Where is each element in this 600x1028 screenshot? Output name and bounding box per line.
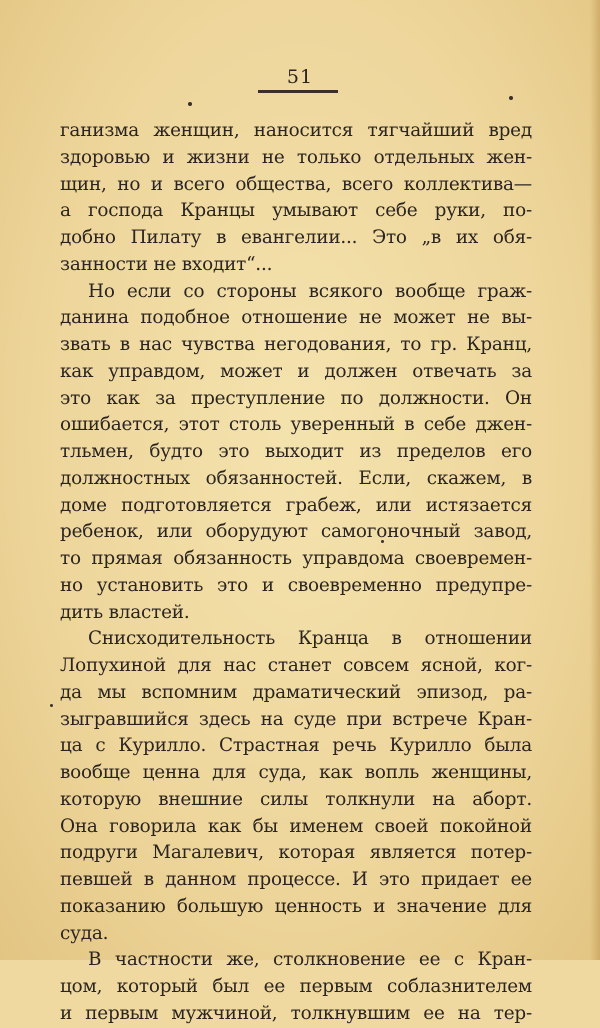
- page-edge-shadow: [590, 0, 600, 960]
- text-line: тльмен, будто это выходит из пределов его: [60, 441, 532, 462]
- text-line: это как за преступление по должности. Он: [60, 387, 532, 409]
- text-line: должностных обязанностей. Если, скажем, в: [60, 467, 532, 489]
- text-line: дить властей.: [60, 601, 190, 623]
- page-number-rule: [258, 90, 338, 93]
- text-line: но установить это и своевременно предупре-: [60, 574, 532, 596]
- page-number: 51: [286, 66, 314, 88]
- text-line: Снисходительность Кранца в отношении: [88, 628, 532, 650]
- text-line: В частности же, столкновение ее с Кран-: [88, 949, 532, 971]
- text-line: звать в нас чувства негодования, то гр. Кранц,: [60, 334, 532, 355]
- text-line: ошибается, этот столь уверенный в себе джен-: [60, 414, 532, 436]
- ink-speck: [50, 704, 53, 707]
- text-line: показанию большую ценность и значение для: [60, 895, 532, 917]
- text-line: да мы вспомним драматический эпизод, ра-: [60, 681, 532, 703]
- ink-speck: [188, 102, 192, 106]
- text-line: подруги Магалевич, которая является потер-: [60, 842, 532, 864]
- body-text: [60, 118, 532, 1028]
- text-line: певшей в данном процессе. И это придает ее: [60, 869, 532, 890]
- ink-speck: [509, 96, 513, 100]
- text-line: ца с Курилло. Страстная речь Курилло была: [60, 735, 532, 757]
- text-line: зыгравшийся здесь на суде при встрече Кран-: [60, 708, 532, 730]
- text-line: цом, который был ее первым соблазнителем: [60, 976, 532, 997]
- text-line: Но если со стороны всякого вообще граж-: [88, 280, 532, 302]
- text-line: как управдом, может и должен отвечать за: [60, 360, 532, 382]
- text-line: ганизма женщин, наносится тягчайший вред: [60, 120, 532, 141]
- text-line: здоровью и жизни не только отдельных жен-: [60, 146, 532, 168]
- text-line: Она говорила как бы именем своей покойной: [60, 815, 532, 837]
- text-line: Лопухиной для нас станет совсем ясной, ког-: [60, 655, 532, 676]
- text-line: добно Пилату в евангелии... Это „в их обя-: [60, 227, 532, 248]
- text-line: данина подобное отношение не может не вы-: [60, 307, 532, 329]
- text-line: ребенок, или оборудуют самогоночный завод,: [60, 521, 532, 543]
- text-line: доме подготовляется грабеж, или истязается: [60, 494, 532, 516]
- text-line: и первым мужчиной, толкнувшим ее на тер-: [60, 1002, 532, 1024]
- text-line: которую внешние силы толкнули на аборт.: [60, 788, 532, 810]
- text-line: суда.: [60, 922, 109, 944]
- text-line: щин, но и всего общества, всего коллектива—: [60, 173, 532, 195]
- text-line: то прямая обязанность управдома своевремен-: [60, 548, 532, 569]
- text-line: вообще ценна для суда, как вопль женщины,: [60, 762, 532, 783]
- text-line: а господа Кранцы умывают себе руки, по-: [60, 200, 532, 222]
- text-line: занности не входит“...: [60, 253, 273, 275]
